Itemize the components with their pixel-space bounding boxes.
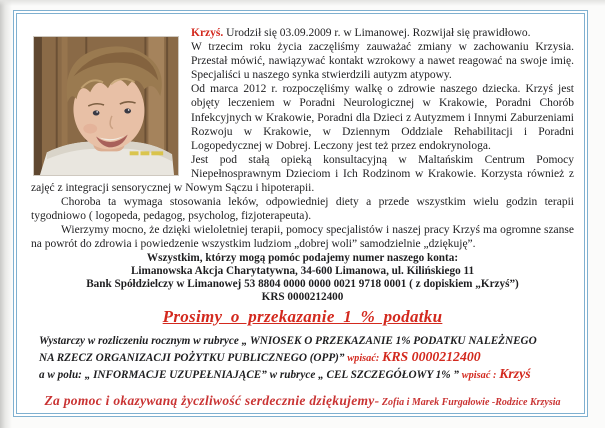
instruction-line1: Wystarczy w rozliczeniu rocznym w rubryce „ WNIOSEK O PRZEKAZANIE 1% PODATKU NALEŻNEGO [39,334,537,347]
paragraph-care: Jest pod stałą opieką konsultacyjną w Maltańskim Centrum Pomocy Niepełnosprawnym Dzieciom i Ich Rodzinom w Krakowie. Korzysta również z zajęć z integracji sensorycznej w Nowym Sączu i hipoterapii. [31,153,574,195]
paragraph-hope: Wierzymy mocno, że dzięki wieloletniej terapii, pomocy specjalistów i naszej pracy Krzyś ma ogromne szanse na powrót do zdrowia i powiedzenie wszystkim ludziom „dobrej woli” samodzielnie „dziękuję”. [31,224,574,251]
instruction-line2: NA RZECZ ORGANIZACJI POŻYTKU PUBLICZNEGO (OPP)” wpisać: KRS 0000212400 [39,348,481,364]
bank-account-number: Bank Spółdzielczy w Limanowej 53 8804 0000 0000 0021 9718 0001 ( z dopiskiem „Krzyś”) [86,277,519,290]
cel-value-red: Krzyś [499,365,531,381]
tax-instructions-block [39,334,574,384]
account-heading: Wszystkim, którzy mogą pomóc podajemy numer naszego konta: [146,251,459,264]
donation-account-block [31,252,574,327]
thanks-line [31,392,574,410]
appeal-headline [31,307,574,327]
thanks-text: Za pomoc i okazywaną życzliwość serdecznie dziękujemy- [44,393,380,409]
parents-signature: Zofia i Marek Furgałowie -Rodzice Krzysia [379,397,561,409]
charity-address: Limanowska Akcja Charytatywna, 34-600 Limanowa, ul. Kilińskiego 11 [130,264,475,277]
child-name: Krzyś. [191,27,224,39]
paragraph-therapy: Choroba ta wymaga stosowania leków, odpowiedniej diety a przede wszystkim wielu godzin terapii tygodniowo ( logopeda, pedagog, psycholog, fizjoterapeuta). [31,196,574,223]
scan-edge-shadow [0,0,12,428]
photo-timestamp-mark [130,151,164,155]
boy-photo-illustration [34,37,178,175]
wpisac-label-cel: wpisać : [461,369,497,381]
boy-photo [33,36,179,176]
appeal-headline-text: Prosimy o przekazanie 1 % podatku [162,306,443,326]
wpisac-label-krs: wpisać: [347,352,380,364]
krs-number: KRS 0000212400 [261,290,344,303]
paragraph-symptoms: W trzecim roku życia zaczęliśmy zauważać zmiany w zachowaniu Krzysia. Przestał mówić, nawiązywać kontakt wzrokowy a nawet reagować na swoje imię. Specjaliści u naszego synka stwierdzili autyzm atypowy. [191,41,574,82]
krs-value-red: KRS 0000212400 [382,348,481,364]
birth-text: Urodził się 03.09.2009 r. w Limanowej. Rozwijał się prawidłowo. [223,27,531,39]
instruction-line3: a w polu: „ INFORMACJE UZUPEŁNIAJĄCE” w rubryce „ CEL SZCZEGÓŁOWY 1% ” wpisać : Krzyś [39,365,531,381]
scan-edge-shadow-top [0,0,605,6]
decorative-border-frame [13,10,588,417]
paragraph-treatment: Od marca 2012 r. rozpoczęliśmy walkę o zdrowie naszego dziecka. Krzyś jest objęty leczeniem w Poradni Neurologicznej w Krakowie, Poradni Chorób Infekcyjnych w Krakowie, Poradni dla Dzieci z Autyzmem i Innymi Zaburzeniami Rozwoju w Krakowie, w Dziennym Oddziale Rehabilitacji i Poradni Logopedycznej w Dobrej. Leczony jest też przez endokrynologa. [191,83,574,152]
